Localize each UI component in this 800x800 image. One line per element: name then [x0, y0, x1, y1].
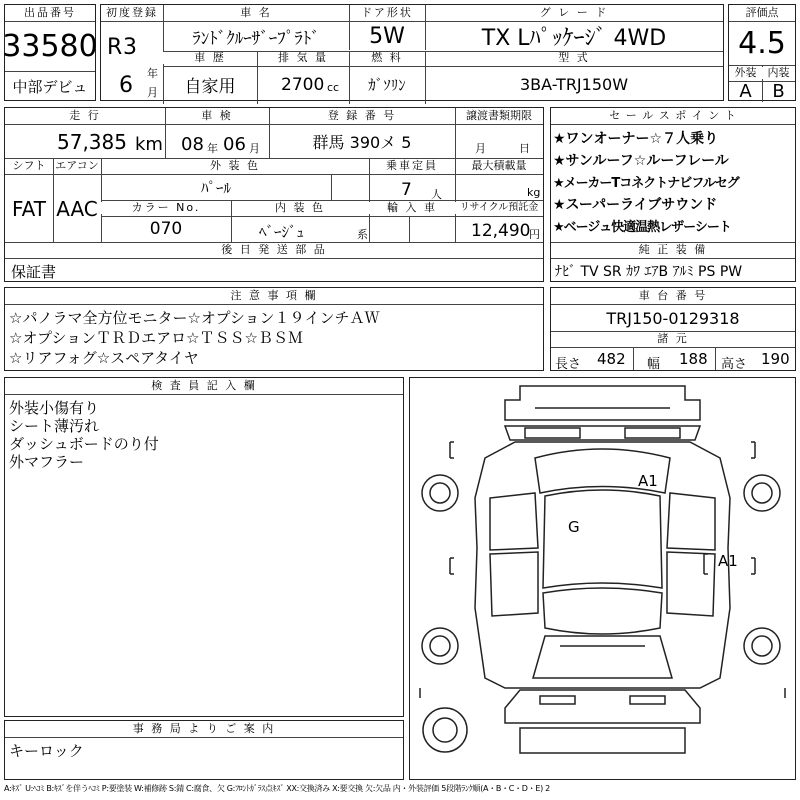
transfer-day: 日 — [519, 142, 530, 155]
inspector-line-2: シート薄汚れ — [9, 417, 100, 435]
sales-points-label: セ ー ル ス ポ イ ン ト — [551, 110, 795, 122]
office-box — [4, 720, 404, 780]
capacity-unit: 人 — [431, 188, 442, 201]
height: 190 — [761, 350, 790, 368]
recycle-label: リサイクル預託金 — [455, 202, 543, 214]
spec-label: 諸 元 — [551, 333, 795, 345]
history-label: 車 歴 — [163, 52, 257, 64]
damage-mark-a1-hood: A1 — [638, 472, 658, 490]
sales-point-1: ★ワンオーナー☆７人乗り — [553, 131, 719, 147]
recycle: 12,490 — [471, 221, 531, 241]
ac-label: エアコン — [53, 160, 101, 172]
capacity-label: 乗車定員 — [369, 160, 455, 172]
mileage-unit: km — [135, 134, 163, 155]
car-name-label: 車 名 — [163, 7, 349, 19]
import-label: 輸 入 車 — [369, 202, 455, 214]
chassis-label: 車 台 番 号 — [551, 290, 795, 302]
score-box — [728, 4, 796, 101]
car-diagram — [410, 378, 795, 779]
insp-year: 08 — [181, 134, 204, 155]
reg-number: 群馬 390メ 5 — [312, 132, 412, 152]
capacity: 7 — [401, 180, 412, 200]
office-label: 事 務 局 よ り ご 案 内 — [5, 723, 403, 735]
chassis-box — [550, 287, 796, 371]
load-label: 最大積載量 — [455, 160, 543, 172]
displacement: 2700 — [281, 75, 325, 95]
lot-box — [4, 4, 96, 101]
grade-label: グ レ ー ド — [425, 7, 723, 19]
notes-box — [4, 287, 544, 371]
after-parts-label: 後 日 発 送 部 品 — [5, 244, 543, 256]
grade: TX Lﾊﾟｯｹｰｼﾞ 4WD — [481, 25, 667, 51]
lot-number: 33580 — [2, 28, 98, 64]
transfer-month: 月 — [475, 142, 486, 155]
header-box — [100, 4, 724, 101]
mileage: 57,385 — [57, 130, 127, 154]
width: 188 — [679, 350, 708, 368]
interior-color-label: 内 装 色 — [231, 202, 369, 214]
width-label: 幅 — [647, 357, 661, 372]
interior-color-unit: 系 — [357, 228, 368, 241]
sales-point-2: ★サンルーフ☆ルーフレール — [553, 153, 729, 169]
inspector-line-4: 外マフラー — [9, 453, 85, 471]
fuel: ｶﾞｿﾘﾝ — [368, 75, 406, 94]
reg-label: 登 録 番 号 — [269, 110, 455, 122]
inspector-box — [4, 377, 404, 717]
note-line-2: ☆オプションＴＲＤエアロ☆ＴＳＳ☆ＢＳＭ — [9, 329, 303, 347]
equipment-label: 純 正 装 備 — [551, 244, 795, 256]
damage-mark-g-roof: G — [568, 518, 580, 536]
displacement-label: 排 気 量 — [257, 52, 349, 64]
chassis-number: TRJ150-0129318 — [606, 308, 740, 328]
first-reg-month: 6 — [119, 73, 133, 98]
legend: A:ｷｽﾞ U:ﾍｺﾐ B:ｷｽﾞを伴うﾍｺﾐ P:要塗装 W:補修跡 S:錆 C:腐食、欠 G:ﾌﾛﾝﾄｶﾞﾗｽ点ｷｽﾞ XX:交換済み X:要交換 欠:欠品 内・外装評価 5段階ﾗﾝｸ順(A・B・C・D・E) 2 — [4, 784, 550, 793]
sales-points-box — [550, 107, 796, 282]
color: ﾊﾟｰﾙ — [200, 179, 231, 197]
recycle-unit: 円 — [529, 228, 540, 241]
info-box — [4, 107, 544, 282]
interior-grade: B — [772, 81, 785, 102]
door-type: 5W — [369, 23, 405, 49]
damage-diagram — [409, 377, 796, 780]
first-reg-label: 初度登録 — [101, 7, 163, 19]
office-text: キーロック — [9, 742, 84, 760]
height-label: 高さ — [721, 357, 748, 372]
insp-year-unit: 年 — [207, 142, 218, 155]
insp-month-unit: 月 — [249, 142, 260, 155]
inspector-label: 検 査 員 記 入 欄 — [5, 380, 403, 392]
color-label: 外 装 色 — [101, 160, 369, 172]
inspection-label: 車 検 — [165, 110, 269, 122]
inspector-line-3: ダッシュボードのり付 — [9, 435, 159, 453]
shift-label: シフト — [5, 160, 53, 172]
year-unit: 年 — [147, 67, 158, 80]
length: 482 — [597, 350, 626, 368]
transfer-label: 譲渡書類期限 — [455, 110, 543, 122]
after-parts: 保証書 — [11, 263, 57, 281]
history: 自家用 — [184, 76, 236, 97]
exterior-grade: A — [739, 81, 752, 102]
color-no-label: カラー No. — [101, 202, 231, 214]
load-unit: kg — [527, 186, 541, 199]
lot-label: 出品番号 — [5, 7, 95, 19]
shift: FAT — [11, 196, 46, 221]
ac: AAC — [56, 196, 98, 221]
model: 3BA-TRJ150W — [519, 74, 629, 94]
month-unit: 月 — [147, 86, 158, 99]
exterior-label: 外装 — [729, 67, 762, 79]
note-line-1: ☆パノラマ全方位モニター☆オプション１９インチＡＷ — [9, 309, 380, 327]
mileage-label: 走 行 — [5, 110, 165, 122]
fuel-label: 燃 料 — [349, 52, 425, 64]
first-reg-year: 3 — [123, 35, 137, 60]
sales-point-3: ★メーカーTコネクトナビフルセグ — [553, 176, 739, 191]
color-no: 070 — [149, 219, 183, 239]
score: 4.5 — [738, 25, 786, 61]
displacement-unit: cc — [327, 81, 340, 94]
note-line-3: ☆リアフォグ☆スペアタイヤ — [9, 349, 199, 367]
notes-label: 注 意 事 項 欄 — [5, 290, 543, 302]
sales-point-4: ★スーパーライブサウンド — [553, 197, 718, 213]
equipment: ﾅﾋﾞ TV SR ｶﾜ ｴｱB ｱﾙﾐ PS PW — [555, 264, 743, 280]
era: R — [107, 35, 123, 60]
model-label: 型 式 — [425, 52, 723, 64]
interior-label: 内装 — [762, 67, 795, 79]
interior-color: ﾍﾞｰｼﾞｭ — [259, 223, 305, 241]
length-label: 長さ — [555, 357, 582, 372]
sales-point-5: ★ベージュ快適温熱レザーシート — [553, 220, 731, 235]
inspector-line-1: 外装小傷有り — [9, 399, 100, 417]
debut-label: 中部デビュ — [12, 77, 88, 96]
damage-mark-a1-side: A1 — [718, 552, 738, 570]
door-label: ドア形状 — [349, 7, 425, 19]
score-label: 評価点 — [729, 7, 795, 19]
insp-month: 06 — [223, 134, 246, 155]
car-name: ﾗﾝﾄﾞｸﾙｰｻﾞｰﾌﾟﾗﾄﾞ — [192, 28, 320, 49]
